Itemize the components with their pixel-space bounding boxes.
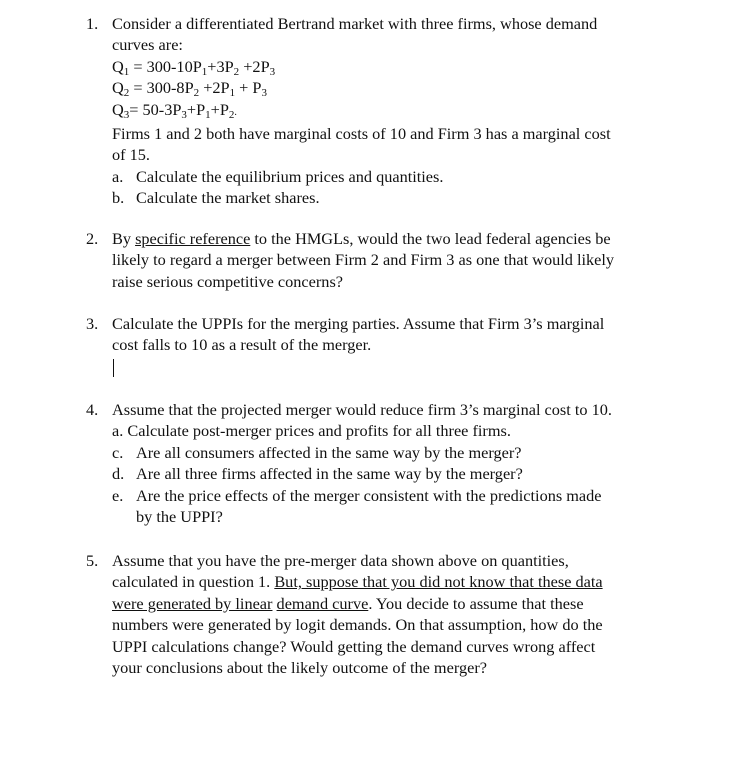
q4-part-c [112,442,706,463]
q5-line: calculated in question 1. But, suppose that you did not know that these data [112,572,603,592]
q1-intro-line: Consider a differentiated Bertrand market with three firms, whose demand [112,14,598,33]
q5-line: your conclusions about the likely outcome of the merger? [112,658,487,678]
question-number: 2. [86,229,99,248]
part-label: a. [112,166,124,186]
question-4 [86,399,706,527]
part-label: b. [112,188,125,208]
question-number: 4. [86,400,99,419]
q2-line: By specific reference to the HMGLs, would the two lead federal agencies be [112,229,611,248]
part-text: Are all three firms affected in the same way by the merger? [136,464,523,484]
underlined-text: were generated by linear [112,593,273,613]
question-5 [86,550,706,678]
q1-equation-1: $Q_1 = 300-10P_1+3P_2 +2P_3$ [112,56,276,78]
underlined-text: But, suppose that you did not know that these data [274,572,603,592]
question-3 [86,313,706,377]
question-1 [86,13,706,209]
q1-equation-2: $Q_2 = 300-8P_2 +2P_1 + P_3$ [112,78,267,100]
q1-part-a [112,166,706,187]
part-label: d. [112,464,125,484]
q1-part-b [112,187,706,208]
underlined-text: demand curve [276,593,369,613]
underlined-text: specific reference [135,229,251,248]
q4-part-a: a. Calculate post-merger prices and profits for all three firms. [112,421,511,441]
q5-line: were generated by linear demand curve. You decide to assume that these [112,593,584,613]
q2-line: raise serious competitive concerns? [112,271,344,291]
q1-intro-line: curves are: [112,35,183,55]
q4-part-d [112,463,706,484]
part-text: Calculate the market shares. [136,188,320,208]
q1-costs-line: of 15. [112,145,150,165]
question-number: 3. [86,314,99,333]
question-number: 5. [86,551,99,570]
part-label: c. [112,442,124,462]
question-number: 1. [86,14,99,33]
q1-costs-line: Firms 1 and 2 both have marginal costs of 10 and Firm 3 has a marginal cost [112,124,611,144]
q3-line: cost falls to 10 as a result of the merger. [112,335,372,355]
q5-line: numbers were generated by logit demands. On that assumption, how do the [112,615,603,635]
part-text-continued: by the UPPI? [136,507,223,527]
q5-line: Assume that you have the pre-merger data shown above on quantities, [112,551,569,570]
part-text: Are the price effects of the merger consistent with the predictions made [136,485,602,505]
question-2 [86,228,706,292]
text-cursor[interactable] [113,359,114,377]
q4-line: Assume that the projected merger would reduce firm 3’s marginal cost to 10. [112,400,612,419]
q2-line: likely to regard a merger between Firm 2 and Firm 3 as one that would likely [112,250,615,270]
q3-line: Calculate the UPPIs for the merging parties. Assume that Firm 3’s marginal [112,314,605,333]
q4-part-e [112,485,706,506]
q1-equation-3: $Q_3= 50-3P_3+P_1+P_2$. [112,99,237,121]
part-label: e. [112,485,124,505]
part-text: Are all consumers affected in the same way by the merger? [136,442,522,462]
q5-line: UPPI calculations change? Would getting the demand curves wrong affect [112,636,596,656]
part-text: Calculate the equilibrium prices and quantities. [136,166,444,186]
